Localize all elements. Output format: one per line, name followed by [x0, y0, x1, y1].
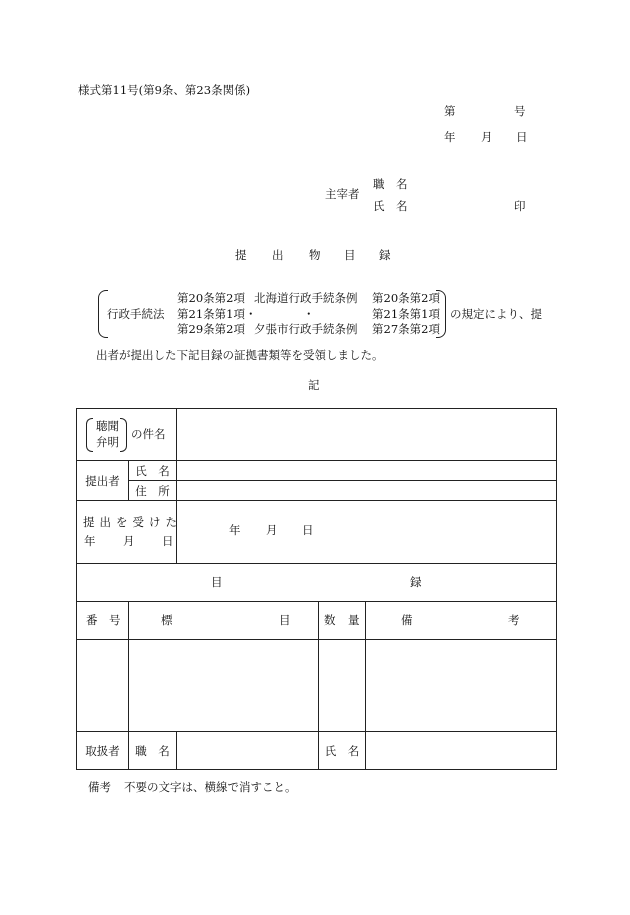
- col-label-a: 標: [161, 613, 173, 627]
- col-qty-header: [319, 602, 366, 640]
- handler-row: [77, 732, 557, 770]
- date-day: 日: [516, 130, 528, 144]
- form-number: 様式第11号(第9条、第23条関係): [78, 83, 251, 97]
- title-char-1: 提: [235, 248, 247, 262]
- handler-name-value[interactable]: [366, 732, 557, 770]
- hearing-bracket-left: [86, 418, 93, 452]
- catalog-heading-row: [77, 564, 557, 602]
- host-title-label: 職 名: [373, 177, 408, 191]
- doc-no-prefix: 第: [444, 104, 456, 118]
- ordinance-yubari: 夕張市行政手続条例: [254, 322, 358, 336]
- regulation-second-line: 出者が提出した下記目録の証拠書類等を受領しました。: [96, 348, 384, 362]
- handler-title-value[interactable]: [177, 732, 319, 770]
- catalog-heading: [77, 564, 557, 602]
- entry-label[interactable]: [129, 640, 319, 732]
- law-article-3: 第29条第2項: [177, 322, 245, 336]
- ordinance-dot: ・: [303, 307, 315, 321]
- date-year: 年: [444, 130, 456, 144]
- col-label-header: [129, 602, 319, 640]
- law-article-2: 第21条第1項・: [177, 307, 257, 321]
- col-note-b: 考: [508, 613, 520, 627]
- hearing-bracket-right: [120, 418, 127, 452]
- subject-value[interactable]: [177, 409, 557, 461]
- entry-number[interactable]: [77, 640, 129, 732]
- col-qty-b: 量: [348, 613, 360, 627]
- col-number-header: [77, 602, 129, 640]
- submitter-address-value[interactable]: [177, 481, 557, 501]
- col-note-a: 備: [401, 613, 413, 627]
- received-line1: 提出を受けた: [83, 515, 182, 529]
- col-note-header: [366, 602, 557, 640]
- title-char-2: 出: [272, 248, 284, 262]
- entry-note[interactable]: [366, 640, 557, 732]
- subject-label-cell: [77, 409, 177, 461]
- host-label: 主宰者: [325, 187, 360, 201]
- received-month: 月: [123, 534, 135, 548]
- date-month: 月: [481, 130, 493, 144]
- handler-name-label: 氏 名: [319, 732, 366, 770]
- entry-row: [77, 640, 557, 732]
- received-label-cell: [77, 501, 182, 564]
- ordinance-article-1: 第20条第2項: [372, 291, 440, 305]
- ordinance-article-2: 第21条第1項: [372, 307, 440, 321]
- submitter-label: 提出者: [77, 461, 129, 501]
- hearing-bottom: 弁明: [96, 435, 119, 449]
- subject-row: [77, 409, 557, 461]
- title-char-3: 物: [309, 248, 321, 262]
- seal-mark: 印: [514, 199, 526, 213]
- subject-suffix: の件名: [131, 427, 166, 441]
- ordinance-article-3: 第27条第2項: [372, 322, 440, 336]
- doc-no-suffix: 号: [514, 104, 526, 118]
- note-text: 不要の文字は、横線で消すこと。: [124, 780, 297, 794]
- hearing-top: 聴聞: [96, 419, 119, 433]
- submitter-name-value[interactable]: [177, 461, 557, 481]
- entry-quantity[interactable]: [319, 640, 366, 732]
- note-label: 備考: [88, 780, 111, 794]
- received-date-day: 日: [302, 523, 314, 537]
- handler-title-label: 職 名: [129, 732, 177, 770]
- handler-label: 取扱者: [77, 732, 129, 770]
- host-name-label: 氏 名: [373, 199, 408, 213]
- received-day: 日: [162, 534, 174, 548]
- submitter-name-label: 氏 名: [129, 461, 177, 481]
- law-article-1: 第20条第2項: [177, 291, 245, 305]
- ordinance-hokkaido: 北海道行政手続条例: [254, 291, 358, 305]
- col-number-b: 号: [109, 613, 121, 627]
- law-name: 行政手続法: [107, 307, 165, 321]
- received-date-value[interactable]: [177, 501, 557, 564]
- title-char-5: 録: [379, 248, 391, 262]
- catalog-table: [76, 408, 557, 770]
- col-label-b: 目: [279, 613, 291, 627]
- received-year: 年: [84, 534, 96, 548]
- submitter-address-label: 住 所: [129, 481, 177, 501]
- regulation-tail: の規定により、提: [450, 307, 542, 321]
- col-qty-a: 数: [324, 613, 336, 627]
- col-number-a: 番: [86, 613, 98, 627]
- received-date-year: 年: [229, 523, 241, 537]
- column-header-row: [77, 602, 557, 640]
- title-char-4: 目: [344, 248, 356, 262]
- catalog-heading-right: 録: [410, 575, 422, 589]
- catalog-heading-left: 目: [211, 575, 223, 589]
- ki-mark: 記: [308, 378, 320, 392]
- received-date-month: 月: [266, 523, 278, 537]
- submitter-address-row: [77, 481, 557, 501]
- received-date-row: [77, 501, 557, 564]
- submitter-name-row: [77, 461, 557, 481]
